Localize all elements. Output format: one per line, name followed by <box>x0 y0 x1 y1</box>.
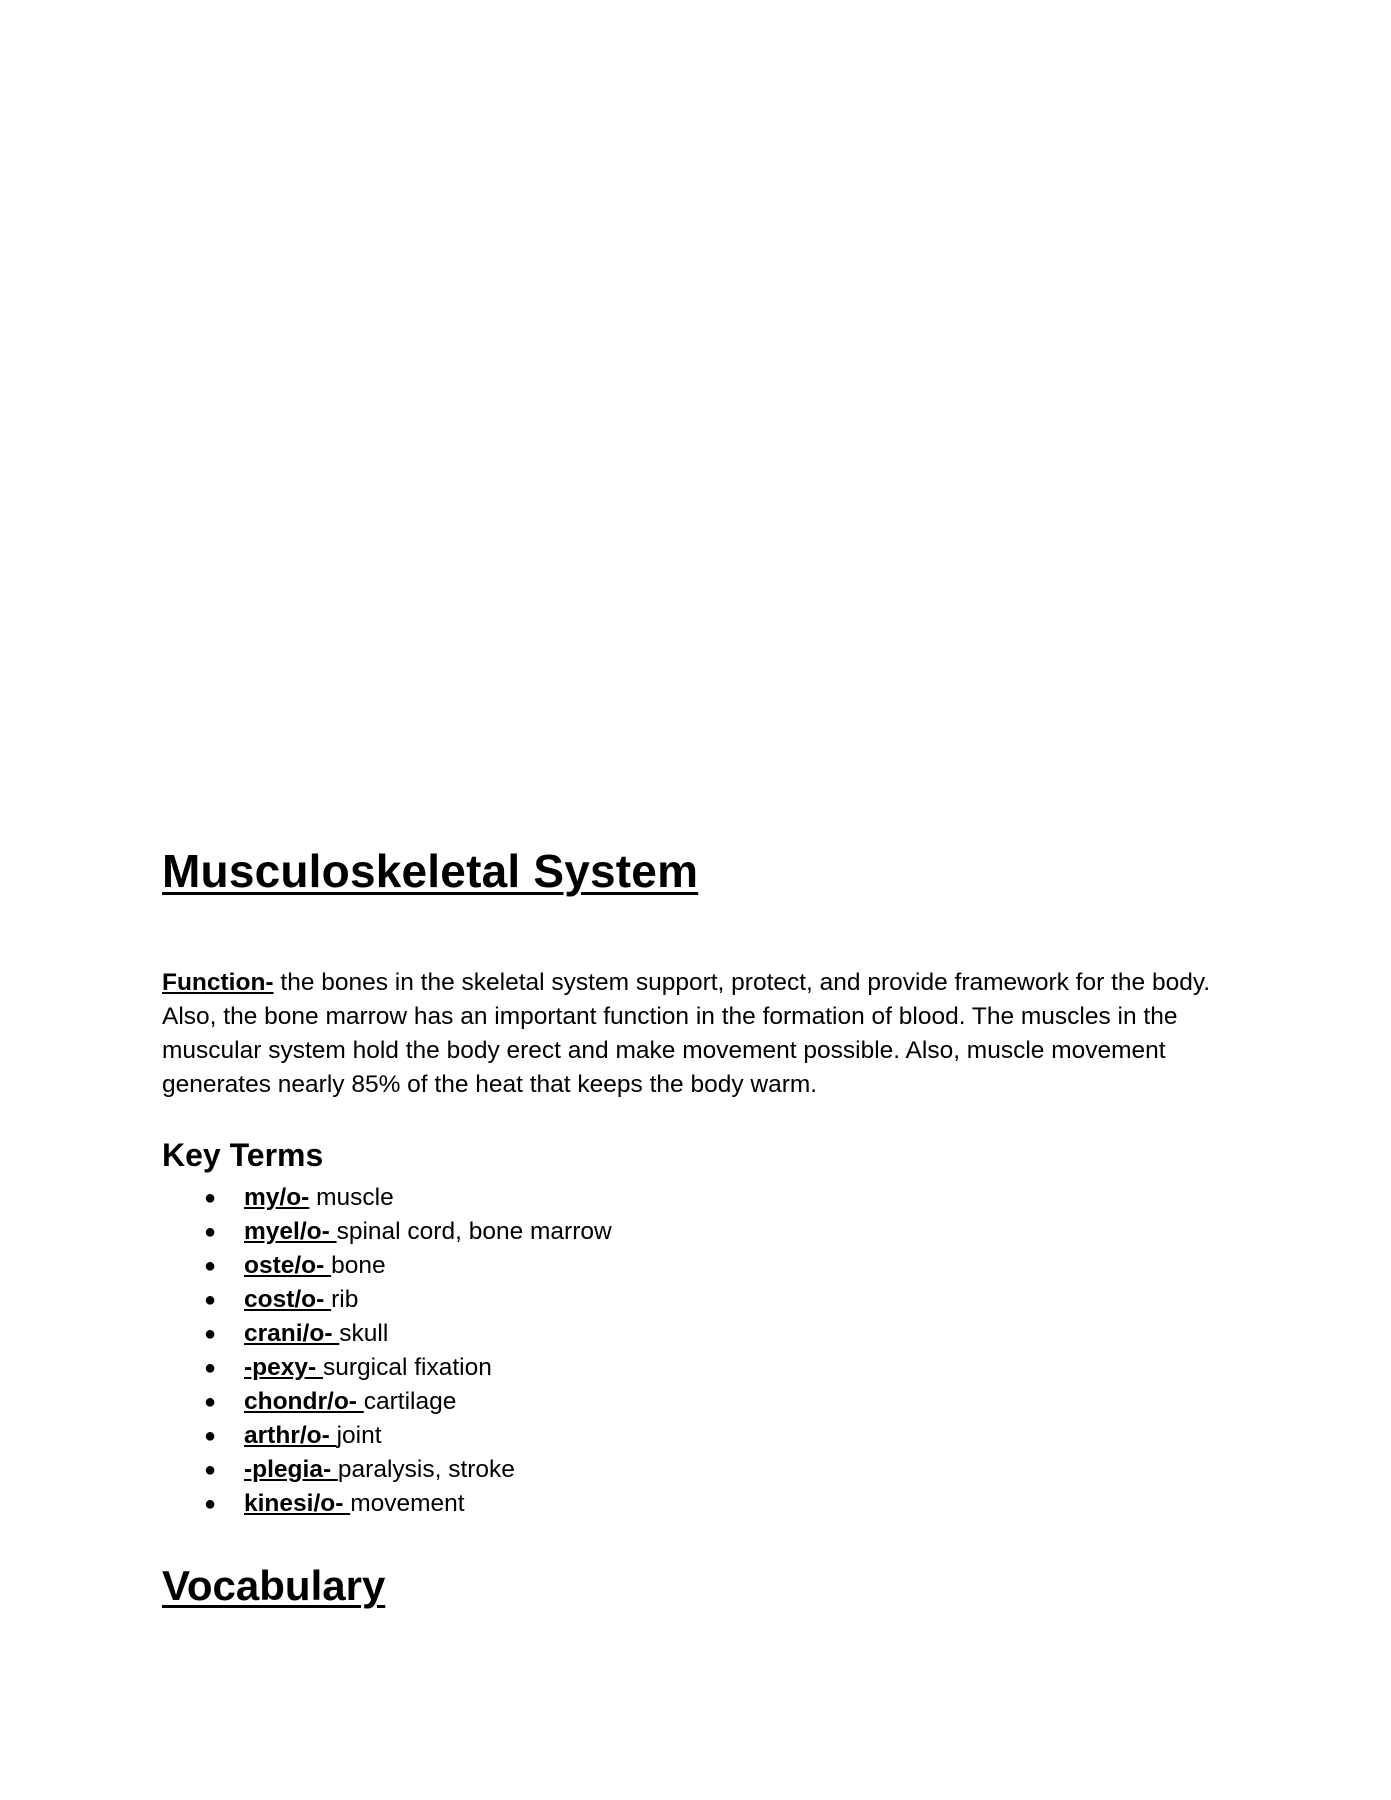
term-definition: skull <box>339 1320 389 1348</box>
term-key: my/o- <box>244 1184 310 1212</box>
bullet-icon: ● <box>204 1357 217 1380</box>
term-definition: surgical fixation <box>322 1354 492 1382</box>
bullet-icon: ● <box>204 1255 217 1278</box>
bullet-icon: ● <box>204 1289 217 1312</box>
bullet-icon: ● <box>204 1459 217 1482</box>
term-key: crani/o- <box>244 1320 340 1348</box>
term-definition: bone <box>331 1252 386 1280</box>
key-terms-heading: Key Terms <box>162 1136 324 1173</box>
list-item <box>162 1317 1242 1351</box>
vocabulary-heading: Vocabulary <box>162 1562 386 1610</box>
term-key: myel/o- <box>244 1218 337 1246</box>
key-terms-list <box>162 1181 1242 1521</box>
term-definition: spinal cord, bone marrow <box>336 1218 612 1246</box>
term-key: -pexy- <box>244 1354 323 1382</box>
document-page <box>162 845 1242 1609</box>
list-item <box>162 1181 1242 1215</box>
term-key: oste/o- <box>244 1252 332 1280</box>
list-item <box>162 1351 1242 1385</box>
list-item <box>162 1453 1242 1487</box>
function-label: Function- <box>162 968 274 996</box>
term-definition: muscle <box>309 1184 394 1212</box>
bullet-icon: ● <box>204 1187 217 1210</box>
bullet-icon: ● <box>204 1221 217 1244</box>
list-item <box>162 1249 1242 1283</box>
list-item <box>162 1487 1242 1521</box>
page-title: Musculoskeletal System <box>162 845 699 897</box>
list-item <box>162 1385 1242 1419</box>
bullet-icon: ● <box>204 1425 217 1448</box>
term-key: cost/o- <box>244 1286 332 1314</box>
term-definition: joint <box>336 1422 382 1450</box>
function-text: the bones in the skeletal system support, protect, and provide framework for the body. Also, the bone marrow has an important function in the formation of blood. The muscles in the muscular system hold the body erect and make movement possible. Also, muscle movement generates nearly 85% of the heat that keeps the body warm. <box>162 968 1211 1098</box>
term-key: chondr/o- <box>244 1388 364 1416</box>
function-paragraph <box>162 966 1232 1102</box>
term-definition: paralysis, stroke <box>337 1456 515 1484</box>
term-definition: cartilage <box>363 1388 457 1416</box>
list-item <box>162 1283 1242 1317</box>
term-key: arthr/o- <box>244 1422 337 1450</box>
bullet-icon: ● <box>204 1391 217 1414</box>
bullet-icon: ● <box>204 1493 217 1516</box>
term-key: -plegia- <box>244 1456 338 1484</box>
list-item <box>162 1419 1242 1453</box>
bullet-icon: ● <box>204 1323 217 1346</box>
term-definition: rib <box>331 1286 359 1314</box>
list-item <box>162 1215 1242 1249</box>
term-definition: movement <box>350 1490 465 1518</box>
term-key: kinesi/o- <box>244 1490 351 1518</box>
